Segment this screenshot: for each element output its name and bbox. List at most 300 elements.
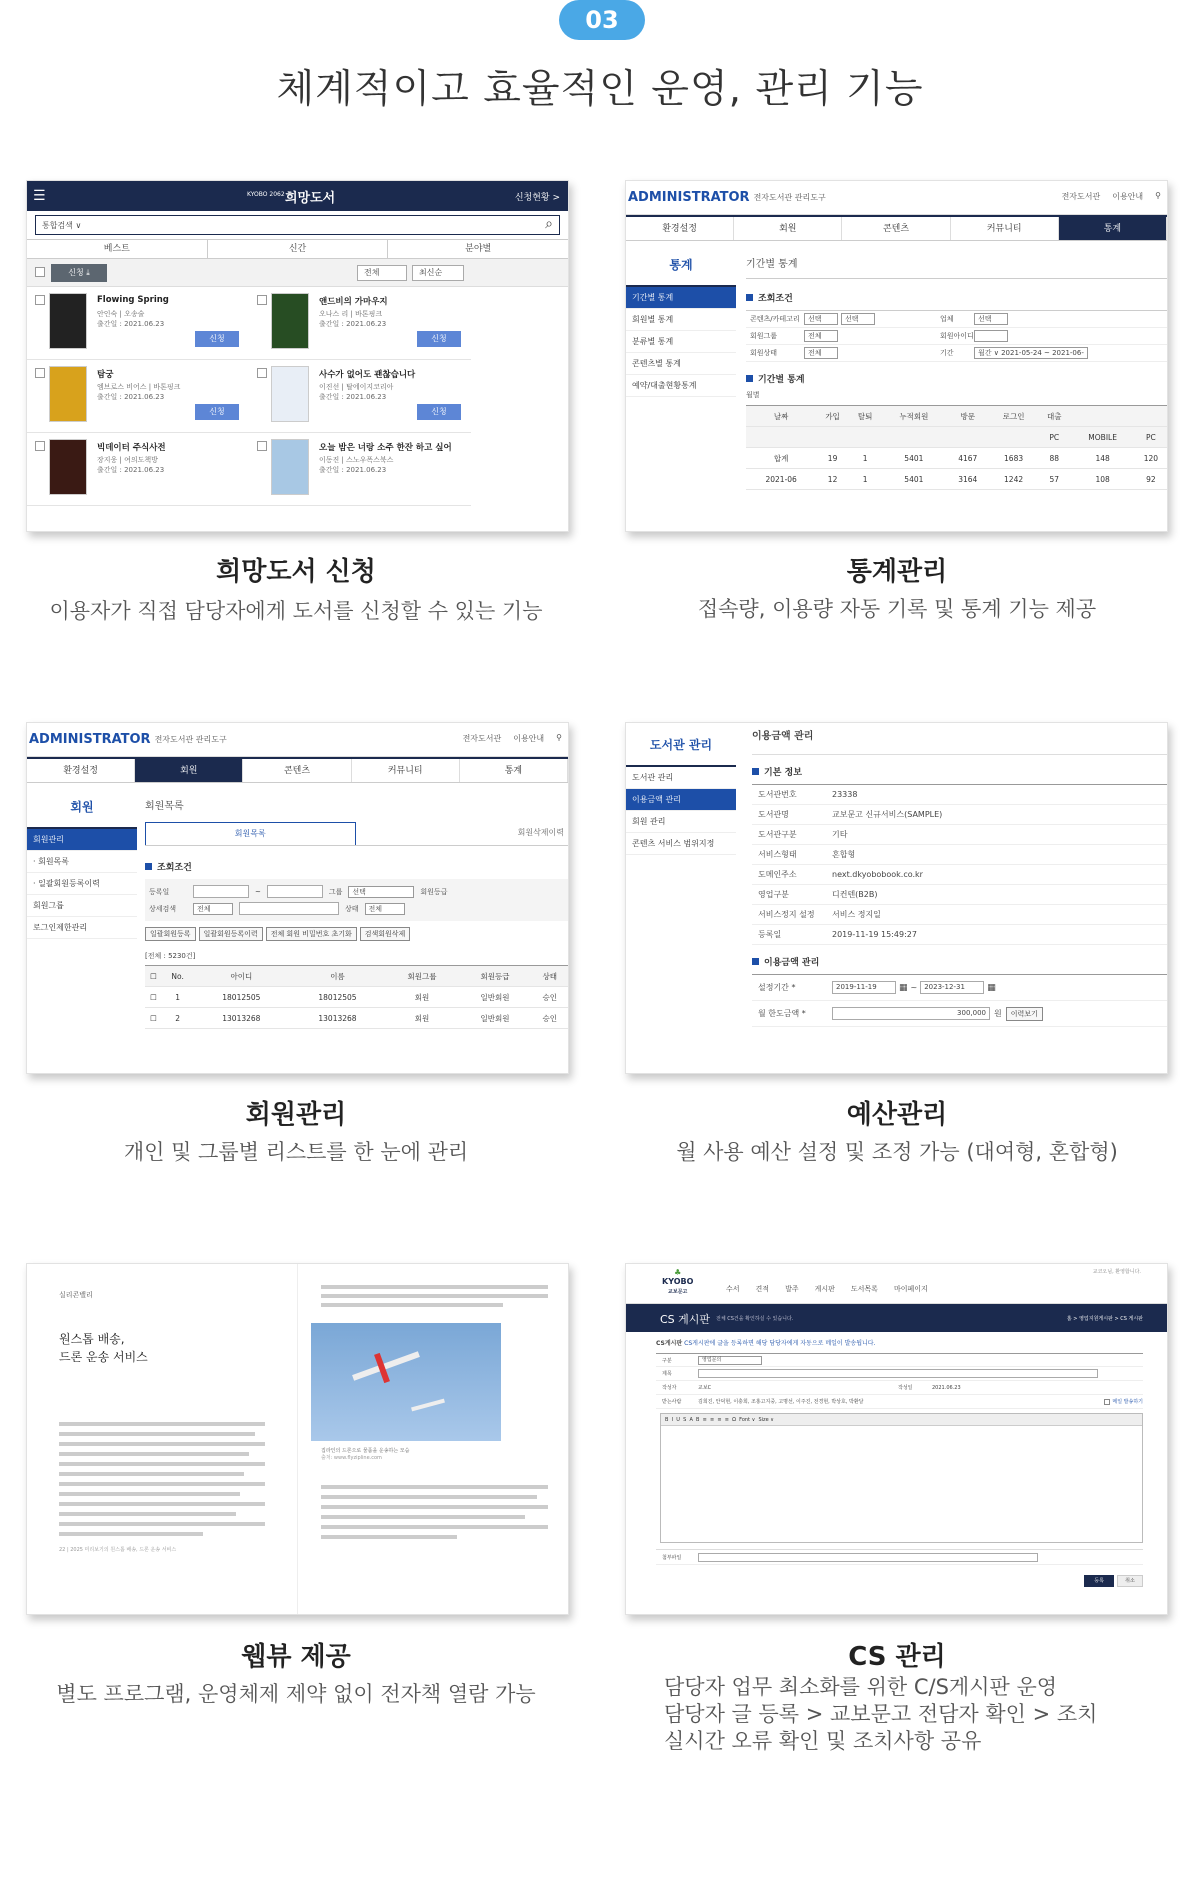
- table-header: 방문: [946, 406, 989, 427]
- book-author: 안인숙 | 오송술: [97, 310, 145, 318]
- table-cell: 148: [1070, 448, 1134, 469]
- reg-date-end[interactable]: [267, 885, 323, 898]
- stat-sub: 월별: [746, 391, 760, 399]
- select-all-checkbox[interactable]: [35, 267, 45, 277]
- condition-label: 콘텐츠/카테고리: [750, 315, 800, 323]
- condition-label: 업체: [940, 315, 954, 323]
- info-label: 도메인주소: [758, 870, 797, 879]
- date-label: 작성일: [898, 1385, 913, 1391]
- body-text-lines: [321, 1485, 548, 1539]
- receivers-value: 김희진, 안덕현, 이충희, 조홍고지중, 고명선, 이주진, 전경현, 박상호, 박환달: [698, 1399, 864, 1405]
- feature-desc: 접속량, 이용량 자동 기록 및 통계 기능 제공: [697, 597, 1097, 621]
- reg-date-label: 등록일: [149, 887, 170, 896]
- feature-title: 회원관리: [245, 1100, 347, 1130]
- book-title: 탐궁: [97, 370, 114, 380]
- table-cell: 19: [816, 448, 849, 469]
- table-cell: 13013268: [193, 1008, 289, 1029]
- sidebar-item[interactable]: · 회원목록: [27, 851, 137, 873]
- book-date: 출간일 : 2021.06.23: [97, 393, 165, 401]
- calendar-icon[interactable]: ▦: [987, 982, 996, 993]
- table-cell: 57: [1038, 469, 1071, 490]
- field-label: 받는사람: [662, 1399, 682, 1405]
- editor[interactable]: [660, 1413, 1143, 1543]
- sidebar-item[interactable]: 예약/대출현황통계: [626, 375, 736, 397]
- table-header: 로그인: [989, 406, 1038, 427]
- photo-caption: 집라인의 드론으로 물품을 운송하는 모습: [321, 1448, 410, 1454]
- action-button[interactable]: 일괄회원등록: [145, 927, 196, 941]
- book-author: 장지웅 | 여의도책방: [97, 456, 158, 464]
- field-label: 구분: [662, 1357, 672, 1364]
- action-button[interactable]: 검색회원삭제: [360, 927, 411, 941]
- bullet-icon: [752, 958, 759, 965]
- wishbook-title: 희망도서: [285, 191, 336, 206]
- condition-heading: 조회조건: [746, 291, 1167, 304]
- kyobo-logo: ♣ KYOBO 교보문고: [662, 1268, 694, 1295]
- guide-link[interactable]: 이용안내: [1112, 192, 1144, 201]
- info-value: 서비스 정지일: [832, 910, 881, 919]
- sidebar-item[interactable]: 이용금액 관리: [626, 789, 736, 811]
- feature-desc: 개인 및 그룹별 리스트를 한 눈에 관리: [123, 1140, 469, 1164]
- brand-logo: KYOBO 2062: [247, 191, 285, 198]
- apply-button[interactable]: 신청: [417, 331, 461, 347]
- nav-tab-1[interactable]: 회원: [734, 217, 842, 240]
- table-header: [849, 427, 882, 448]
- nav-tab-4[interactable]: 통계: [1059, 217, 1167, 240]
- search-bar[interactable]: [35, 215, 560, 235]
- book-cover: [49, 293, 87, 349]
- book-author: 엠브로스 비어스 | 바톤핑크: [97, 383, 181, 391]
- apply-status-link[interactable]: 신청현황 >: [514, 193, 560, 203]
- nav-tab-4[interactable]: 통계: [460, 759, 568, 782]
- breadcrumb: 홈 > 영업지원게시판 > CS 게시판: [1066, 1316, 1143, 1322]
- info-value: next.dkyobobook.co.kr: [832, 870, 923, 879]
- nav-tab-3[interactable]: 커뮤니티: [352, 759, 460, 782]
- table-cell: 1242: [989, 469, 1038, 490]
- book-header: 실리콘밸리: [59, 1291, 93, 1299]
- mail-checkbox[interactable]: [1104, 1399, 1110, 1405]
- bullet-icon: [746, 375, 753, 382]
- download-icon: ⤓: [86, 268, 90, 277]
- table-cell: 승인: [531, 1008, 568, 1029]
- book-date: 출간일 : 2021.06.23: [97, 320, 165, 328]
- table-cell: 1: [162, 987, 193, 1008]
- tab-best[interactable]: 베스트: [27, 239, 207, 258]
- book-title: Flowing Spring: [97, 295, 169, 305]
- reg-date-start[interactable]: [193, 885, 249, 898]
- info-label: 도서관번호: [758, 790, 797, 799]
- apply-all-button[interactable]: [51, 264, 107, 282]
- cancel-button[interactable]: 취소: [1117, 1575, 1143, 1587]
- table-cell: 합계: [746, 448, 816, 469]
- table-row: [145, 1008, 568, 1029]
- book-checkbox[interactable]: [257, 368, 267, 378]
- nav-tab-0[interactable]: 환경설정: [626, 217, 734, 240]
- wishbook-header: [27, 181, 568, 211]
- cs-nav-item[interactable]: 도서목록: [850, 1285, 878, 1293]
- cs-form: [656, 1338, 1143, 1587]
- action-button[interactable]: 일괄회원등록이력: [199, 927, 263, 941]
- condition-label: 회원그룹: [750, 332, 778, 340]
- nav-tab-2[interactable]: 콘텐츠: [842, 217, 950, 240]
- detail-label: 상세검색: [149, 904, 177, 913]
- feature-desc: 월 사용 예산 설정 및 조정 가능 (대여형, 혼합형): [676, 1140, 1118, 1164]
- tab-category[interactable]: 분야별: [388, 239, 568, 258]
- screenshot-wishbook: [26, 180, 569, 532]
- screenshot-statistics: [625, 180, 1168, 532]
- screenshot-members: [26, 722, 569, 1074]
- submit-button[interactable]: 등록: [1084, 1575, 1114, 1587]
- info-row: [752, 925, 1167, 945]
- table-header: [1135, 406, 1167, 427]
- table-cell: 5401: [881, 469, 946, 490]
- book-checkbox[interactable]: [35, 441, 45, 451]
- table-header: [881, 427, 946, 448]
- total-count: [전체 : 5230건]: [145, 952, 196, 960]
- page-footer: 22 | 2025 미리보기의 원스톱 배송, 드론 운송 서비스: [59, 1547, 177, 1553]
- book-title: 사수가 없어도 괜찮습니다: [319, 370, 416, 380]
- table-header: 아이디: [193, 966, 289, 987]
- table-cell: 18012505: [193, 987, 289, 1008]
- table-header: 가입: [816, 406, 849, 427]
- filter-all[interactable]: 전체: [357, 265, 407, 281]
- table-cell: 회원: [386, 1008, 459, 1029]
- table-header: [816, 427, 849, 448]
- budget-sidebar: [626, 723, 736, 855]
- table-header: 회원그룹: [386, 966, 459, 987]
- info-label: 도서관구분: [758, 830, 797, 839]
- table-header: 누적회원: [881, 406, 946, 427]
- info-value: 23338: [832, 790, 858, 799]
- toolbar: [27, 259, 568, 287]
- select-all-checkbox[interactable]: ☐: [145, 966, 162, 987]
- library-link[interactable]: 전자도서관: [1061, 192, 1101, 201]
- book-title: 앤드비의 가마우지: [319, 297, 388, 307]
- admin-tools: [463, 733, 562, 744]
- admin-tools: [1062, 191, 1161, 202]
- feature-desc: 별도 프로그램, 운영체제 제약 없이 전자책 열람 가능: [56, 1682, 536, 1706]
- search-select[interactable]: 통합검색 ∨: [42, 221, 82, 230]
- book-date: 출간일 : 2021.06.23: [319, 320, 387, 328]
- book-title: 오늘 밤은 너랑 소주 한잔 하고 싶어: [319, 443, 452, 453]
- date-value: 2021.06.23: [932, 1384, 961, 1391]
- feature-title: 희망도서 신청: [216, 557, 376, 587]
- welcome-text: 교코오님, 환영합니다.: [1092, 1269, 1141, 1275]
- table-cell: 2: [162, 1008, 193, 1029]
- feature-desc-line: 실시간 오류 확인 및 조치사항 공유: [664, 1729, 982, 1753]
- apply-all-label: 신청: [68, 268, 84, 277]
- admin-header: [626, 181, 1167, 215]
- feature-desc: [664, 1674, 1144, 1755]
- admin-header: [27, 723, 568, 757]
- photo-source: 출처: www.flyzipline.com: [321, 1455, 382, 1461]
- table-header: No.: [162, 966, 193, 987]
- table-cell: 13013268: [289, 1008, 385, 1029]
- feature-desc-line: 담당자 업무 최소화를 위한 C/S게시판 운영: [664, 1675, 1058, 1699]
- sidebar-item[interactable]: · 일괄회원등록이력: [27, 873, 137, 895]
- member-page-title: 회원목록: [145, 801, 184, 812]
- cs-nav-item[interactable]: 게시판: [814, 1285, 835, 1293]
- budget-page-title: 이용금액 관리: [752, 723, 1167, 755]
- menu-icon[interactable]: ☰: [33, 188, 46, 204]
- search-form: 등록일 ~ 그룹 선택 회원등급 상세검색 전체 상태 전체: [145, 879, 568, 921]
- info-value: 2019-11-19 15:49:27: [832, 930, 917, 939]
- table-subheader: PC: [1038, 427, 1071, 448]
- book-item: [27, 433, 249, 506]
- info-row: [752, 825, 1167, 845]
- table-cell: 1683: [989, 448, 1038, 469]
- condition-select[interactable]: 월간 ∨ 2021-05-24 ~ 2021-06-: [974, 347, 1088, 359]
- bullet-icon: [746, 294, 753, 301]
- sidebar-item[interactable]: 회원 관리: [626, 811, 736, 833]
- nav-tab-1[interactable]: 회원: [135, 759, 243, 782]
- info-row: [752, 905, 1167, 925]
- feature-title: 웹뷰 제공: [241, 1642, 351, 1672]
- user-icon[interactable]: ⚲: [1155, 191, 1161, 200]
- drone-photo: [311, 1323, 501, 1441]
- table-header: [746, 427, 816, 448]
- stats-content: [746, 243, 1167, 490]
- condition-values: [804, 330, 934, 342]
- condition-select[interactable]: 선택: [841, 313, 875, 325]
- page-left: [27, 1264, 298, 1615]
- table-header: [989, 427, 1038, 448]
- category-select[interactable]: 영업문의: [698, 1356, 762, 1365]
- admin-nav: [27, 757, 568, 783]
- nav-tab-2[interactable]: 콘텐츠: [243, 759, 351, 782]
- table-cell: 일반회원: [458, 987, 531, 1008]
- member-table: [145, 965, 568, 1029]
- page-title: 체계적이고 효율적인 운영, 관리 기능: [276, 67, 924, 112]
- stats-sidebar: [626, 243, 736, 397]
- author-value: 교보C: [698, 1385, 712, 1391]
- cs-title-bar: [626, 1304, 1167, 1332]
- table-header: 이름: [289, 966, 385, 987]
- table-cell: 3164: [946, 469, 989, 490]
- table-subheader: MOBILE: [1070, 427, 1134, 448]
- user-icon[interactable]: ⚲: [556, 733, 562, 742]
- condition-values: [804, 313, 934, 325]
- row-checkbox[interactable]: ☐: [145, 987, 162, 1008]
- filter-sort[interactable]: 최신순: [412, 265, 464, 281]
- cs-nav-item[interactable]: 수서: [726, 1285, 740, 1293]
- book-cover: [271, 439, 309, 495]
- cs-nav-item[interactable]: 발주: [785, 1285, 799, 1293]
- book-item: [27, 360, 249, 433]
- table-header: [946, 427, 989, 448]
- action-buttons: [145, 927, 568, 941]
- book-author: 이동진 | 스노우폭스북스: [319, 456, 394, 464]
- book-checkbox[interactable]: [35, 295, 45, 305]
- apply-button[interactable]: 신청: [417, 404, 461, 420]
- condition-form: [746, 310, 1167, 362]
- screenshot-webview: [26, 1263, 569, 1615]
- basic-info: [752, 784, 1167, 945]
- nav-tab-3[interactable]: 커뮤니티: [951, 217, 1059, 240]
- cs-notice: CS게시판에 글을 등록하면 해당 담당자에게 자동으로 메일이 발송됩니다.: [684, 1340, 876, 1347]
- table-header: [1070, 406, 1134, 427]
- stats-page-title: 기간별 통계: [746, 243, 1167, 279]
- book-date: 출간일 : 2021.06.23: [319, 466, 387, 474]
- book-cover: [49, 439, 87, 495]
- sidebar-item[interactable]: 분류별 통계: [626, 331, 736, 353]
- book-item: [27, 287, 249, 360]
- book-author: 오나스 리 | 바톤핑크: [319, 310, 383, 318]
- info-value: 디컨텐(B2B): [832, 890, 878, 899]
- tab-deleted-history[interactable]: 회원삭제이력: [517, 828, 564, 837]
- history-button[interactable]: 이력보기: [1006, 1007, 1043, 1021]
- book-heading: 원스톱 배송, 드론 운송 서비스: [59, 1332, 148, 1364]
- book-item: [249, 360, 471, 433]
- info-label: 도서관명: [758, 810, 789, 819]
- cs-bar-title: CS 게시판: [660, 1313, 711, 1326]
- condition-select[interactable]: 선택: [804, 313, 838, 325]
- monthly-input[interactable]: 300,000: [832, 1007, 990, 1020]
- table-cell: 승인: [531, 987, 568, 1008]
- subject-input[interactable]: [698, 1369, 1098, 1378]
- book-title: 빅데이터 주식사전: [97, 443, 166, 453]
- sidebar-title: 회원: [27, 785, 137, 829]
- table-cell: 일반회원: [458, 1008, 531, 1029]
- condition-select[interactable]: 전체: [804, 330, 838, 342]
- info-row: [752, 785, 1167, 805]
- amount-heading: 이용금액 관리: [752, 955, 1167, 968]
- sidebar-item[interactable]: 도서관 관리: [626, 767, 736, 789]
- body-text-lines: [321, 1285, 548, 1307]
- cs-nav-item[interactable]: 견적: [755, 1285, 770, 1293]
- feature-desc-line: 담당자 글 등록 > 교보문고 전담자 확인 > 조치: [664, 1702, 1098, 1726]
- info-row: [752, 885, 1167, 905]
- detail-input[interactable]: [239, 902, 339, 915]
- info-value: 혼합형: [832, 850, 856, 859]
- info-row: [752, 845, 1167, 865]
- cs-nav: [726, 1284, 928, 1294]
- condition-values: [804, 347, 934, 359]
- book-checkbox[interactable]: [35, 368, 45, 378]
- admin-nav: [626, 215, 1167, 241]
- screenshot-cs-board: [625, 1263, 1168, 1615]
- book-item: [249, 287, 471, 360]
- row-checkbox[interactable]: ☐: [145, 1008, 162, 1029]
- nav-tab-0[interactable]: 환경설정: [27, 759, 135, 782]
- bullet-icon: [145, 863, 152, 870]
- table-cell: 18012505: [289, 987, 385, 1008]
- book-item: [249, 433, 471, 506]
- status-select[interactable]: 전체: [365, 903, 405, 915]
- table-header: 회원등급: [458, 966, 531, 987]
- cs-nav-item[interactable]: 마이페이지: [893, 1285, 928, 1293]
- book-checkbox[interactable]: [257, 441, 267, 451]
- sidebar-title: 도서관 관리: [626, 723, 736, 767]
- book-checkbox[interactable]: [257, 295, 267, 305]
- tab-member-list[interactable]: 회원목록: [145, 822, 356, 845]
- period-end[interactable]: 2023-12-31: [920, 981, 984, 994]
- search-icon[interactable]: ⌕: [545, 216, 553, 232]
- sidebar-item[interactable]: 회원별 통계: [626, 309, 736, 331]
- field-label: 첨부파일: [662, 1554, 682, 1561]
- book-author: 이진선 | 탈에이지코리아: [319, 383, 394, 391]
- sidebar-item[interactable]: 콘텐츠 서비스 범위지정: [626, 833, 736, 855]
- condition-select[interactable]: 선택: [974, 313, 1008, 325]
- period-start[interactable]: 2019-11-19: [832, 981, 896, 994]
- condition-select[interactable]: [974, 330, 1008, 342]
- table-subheader: PC: [1135, 427, 1167, 448]
- condition-heading: 조회조건: [145, 860, 568, 873]
- table-cell: 1: [849, 448, 882, 469]
- monthly-label: 월 한도금액 *: [758, 1009, 806, 1018]
- sidebar-item[interactable]: 로그인제한관리: [27, 917, 137, 939]
- cs-header: [626, 1264, 1167, 1304]
- admin-subtitle: 전자도서관 관리도구: [753, 193, 826, 202]
- action-button[interactable]: 전체 회원 비밀번호 초기화: [266, 927, 357, 941]
- detail-select[interactable]: 전체: [193, 903, 233, 915]
- field-label: 제목: [662, 1371, 672, 1377]
- period-label: 설정기간 *: [758, 983, 796, 992]
- book-date: 출간일 : 2021.06.23: [319, 393, 387, 401]
- group-select[interactable]: 선택: [348, 886, 414, 898]
- sidebar-item[interactable]: 회원그룹: [27, 895, 137, 917]
- calendar-icon[interactable]: ▦: [899, 982, 908, 993]
- sidebar-item[interactable]: 회원관리: [27, 829, 137, 851]
- condition-row: [746, 311, 1167, 328]
- condition-label: 회원아이디: [940, 332, 974, 340]
- table-cell: 5401: [881, 448, 946, 469]
- apply-button[interactable]: 신청: [195, 331, 239, 347]
- status-label: 상태: [345, 904, 359, 913]
- condition-label: 기간: [940, 349, 954, 357]
- field-label: 작성자: [662, 1385, 677, 1391]
- amount-form: 설정기간 * 2019-11-19 ▦ ~ 2023-12-31 ▦ 월 한도금액 * 300,000 원 이력보기: [752, 974, 1167, 1027]
- member-sidebar: [27, 785, 137, 939]
- table-cell: 120: [1135, 448, 1167, 469]
- guide-link[interactable]: 이용안내: [513, 734, 545, 743]
- basic-heading: 기본 정보: [752, 765, 1167, 778]
- feature-title: 통계관리: [846, 557, 948, 587]
- table-header: 대출: [1038, 406, 1071, 427]
- info-label: 영업구분: [758, 890, 789, 899]
- member-content: [145, 785, 568, 1029]
- admin-subtitle: 전자도서관 관리도구: [154, 735, 227, 744]
- budget-content: [752, 723, 1167, 1027]
- library-link[interactable]: 전자도서관: [462, 734, 502, 743]
- info-label: 서비스형태: [758, 850, 797, 859]
- table-cell: 회원: [386, 987, 459, 1008]
- info-value: 교보문고 신규서비스(SAMPLE): [832, 810, 943, 819]
- leaf-icon: ♣: [674, 1268, 682, 1277]
- stat-heading: 기간별 통계: [746, 372, 1167, 385]
- table-cell: 1: [849, 469, 882, 490]
- sidebar-item[interactable]: 콘텐츠별 통계: [626, 353, 736, 375]
- book-cover: [271, 366, 309, 422]
- table-row: [746, 448, 1167, 469]
- condition-select[interactable]: 전체: [804, 347, 838, 359]
- feature-title: CS 관리: [848, 1642, 946, 1672]
- info-row: [752, 805, 1167, 825]
- group-label: 그룹: [328, 887, 343, 896]
- mail-label: 메일 발송하기: [1112, 1399, 1143, 1405]
- sidebar-item[interactable]: 기간별 통계: [626, 287, 736, 309]
- attach-input[interactable]: [698, 1553, 1038, 1562]
- table-row: [145, 987, 568, 1008]
- table-header: 날짜: [746, 406, 816, 427]
- book-cover: [271, 293, 309, 349]
- stats-table: [746, 405, 1167, 490]
- apply-button[interactable]: 신청: [195, 404, 239, 420]
- book-grid: [27, 287, 568, 487]
- tab-new[interactable]: 신간: [207, 239, 389, 258]
- form-buttons: [656, 1575, 1143, 1587]
- table-row: [746, 469, 1167, 490]
- body-text-lines: [59, 1422, 265, 1536]
